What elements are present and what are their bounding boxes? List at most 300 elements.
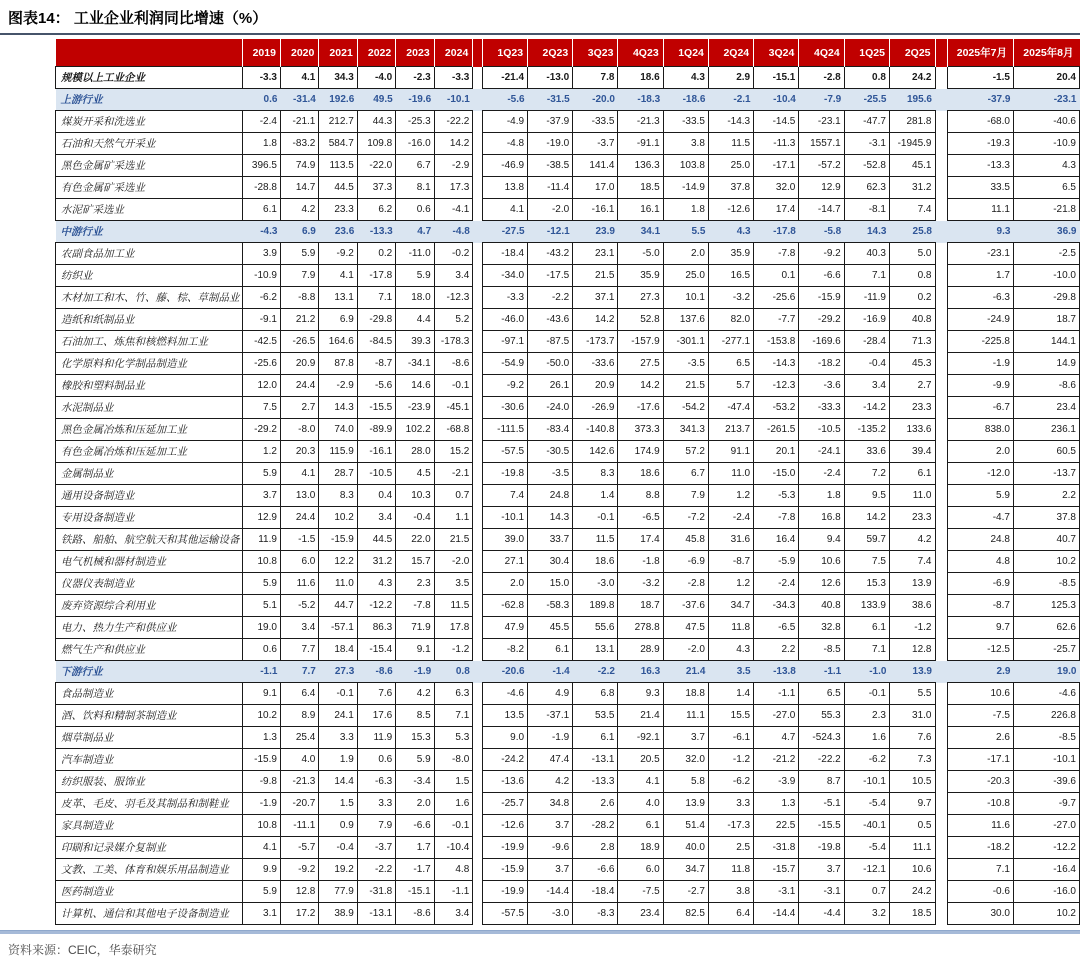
profit-table <box>55 39 1080 925</box>
value-cell: 28.9 <box>618 639 663 661</box>
value-cell: -12.6 <box>482 815 527 837</box>
value-cell: -33.5 <box>573 111 618 133</box>
value-cell: 3.7 <box>528 859 573 881</box>
table-row <box>56 89 1080 111</box>
row-label: 电气机械和器材制造业 <box>56 551 243 573</box>
value-cell: -1.1 <box>754 683 799 705</box>
value-cell: 3.4 <box>357 507 395 529</box>
value-cell: -2.8 <box>663 573 708 595</box>
value-cell: 5.5 <box>889 683 935 705</box>
value-cell: -12.5 <box>947 639 1013 661</box>
value-cell: 4.0 <box>618 793 663 815</box>
value-cell: -7.8 <box>396 595 434 617</box>
value-cell: 10.2 <box>319 507 357 529</box>
value-cell: -14.5 <box>754 111 799 133</box>
value-cell: -8.6 <box>1013 375 1079 397</box>
header-gap <box>935 39 947 67</box>
gap-cell <box>473 837 483 859</box>
gap-cell <box>935 705 947 727</box>
value-cell: 7.4 <box>889 551 935 573</box>
value-cell: -157.9 <box>618 331 663 353</box>
value-cell: -20.6 <box>482 661 527 683</box>
value-cell: 5.2 <box>434 309 473 331</box>
value-cell: 137.6 <box>663 309 708 331</box>
value-cell: 28.0 <box>396 441 434 463</box>
value-cell: -111.5 <box>482 419 527 441</box>
value-cell: -5.4 <box>844 837 889 859</box>
value-cell: 40.0 <box>663 837 708 859</box>
value-cell: 10.3 <box>396 485 434 507</box>
gap-cell <box>473 375 483 397</box>
value-cell: -10.5 <box>799 419 844 441</box>
gap-cell <box>473 639 483 661</box>
table-row <box>56 463 1080 485</box>
value-cell: -13.1 <box>573 749 618 771</box>
value-cell: 584.7 <box>319 133 357 155</box>
value-cell: -6.3 <box>357 771 395 793</box>
value-cell: -2.8 <box>799 67 844 89</box>
value-cell: 3.4 <box>844 375 889 397</box>
gap-cell <box>935 89 947 111</box>
value-cell: -3.7 <box>357 837 395 859</box>
value-cell: -4.8 <box>434 221 473 243</box>
gap-cell <box>935 617 947 639</box>
value-cell: 7.4 <box>889 199 935 221</box>
value-cell: -10.8 <box>947 793 1013 815</box>
table-row <box>56 859 1080 881</box>
column-header: 2020 <box>280 39 318 67</box>
value-cell: -3.9 <box>754 771 799 793</box>
value-cell: 30.4 <box>528 551 573 573</box>
value-cell: 11.5 <box>708 133 753 155</box>
value-cell: 31.2 <box>357 551 395 573</box>
column-header: 3Q23 <box>573 39 618 67</box>
value-cell: 24.8 <box>528 485 573 507</box>
column-header: 1Q23 <box>482 39 527 67</box>
value-cell: -2.3 <box>396 67 434 89</box>
value-cell: 44.5 <box>357 529 395 551</box>
value-cell: 40.8 <box>889 309 935 331</box>
value-cell: 49.5 <box>357 89 395 111</box>
value-cell: -16.9 <box>844 309 889 331</box>
gap-cell <box>473 419 483 441</box>
value-cell: -5.7 <box>280 837 318 859</box>
value-cell: 16.8 <box>799 507 844 529</box>
value-cell: 47.9 <box>482 617 527 639</box>
value-cell: -3.3 <box>434 67 473 89</box>
value-cell: -13.6 <box>482 771 527 793</box>
value-cell: 44.3 <box>357 111 395 133</box>
value-cell: 23.6 <box>319 221 357 243</box>
value-cell: 13.9 <box>889 661 935 683</box>
table-row <box>56 529 1080 551</box>
value-cell: -261.5 <box>754 419 799 441</box>
row-label: 木材加工和木、竹、藤、棕、草制品业 <box>56 287 243 309</box>
value-cell: -5.3 <box>754 485 799 507</box>
value-cell: -16.1 <box>573 199 618 221</box>
column-header: 2025年8月 <box>1013 39 1079 67</box>
gap-cell <box>935 441 947 463</box>
value-cell: -9.9 <box>947 375 1013 397</box>
value-cell: 1.3 <box>242 727 280 749</box>
value-cell: 12.9 <box>799 177 844 199</box>
table-row <box>56 419 1080 441</box>
value-cell: -140.8 <box>573 419 618 441</box>
row-label: 化学原料和化学制品制造业 <box>56 353 243 375</box>
value-cell: -28.4 <box>844 331 889 353</box>
value-cell: 3.3 <box>319 727 357 749</box>
value-cell: -8.5 <box>1013 573 1079 595</box>
gap-cell <box>473 111 483 133</box>
value-cell: 91.1 <box>708 441 753 463</box>
value-cell: -5.2 <box>280 595 318 617</box>
value-cell: 11.1 <box>663 705 708 727</box>
value-cell: -4.6 <box>1013 683 1079 705</box>
value-cell: 11.9 <box>242 529 280 551</box>
gap-cell <box>935 595 947 617</box>
row-label: 文教、工美、体育和娱乐用品制造业 <box>56 859 243 881</box>
header-label-cell <box>56 39 243 67</box>
value-cell: -1.4 <box>528 661 573 683</box>
row-label: 黑色金属冶炼和压延加工业 <box>56 419 243 441</box>
value-cell: 5.3 <box>434 727 473 749</box>
value-cell: -8.8 <box>280 287 318 309</box>
value-cell: -13.0 <box>528 67 573 89</box>
value-cell: 6.1 <box>844 617 889 639</box>
value-cell: 11.0 <box>319 573 357 595</box>
row-label: 酒、饮料和精制茶制造业 <box>56 705 243 727</box>
value-cell: 1.8 <box>799 485 844 507</box>
value-cell: 8.3 <box>319 485 357 507</box>
value-cell: -37.9 <box>947 89 1013 111</box>
value-cell: 27.3 <box>319 661 357 683</box>
value-cell: -0.1 <box>319 683 357 705</box>
value-cell: -17.3 <box>708 815 753 837</box>
value-cell: -7.2 <box>663 507 708 529</box>
value-cell: -23.1 <box>947 243 1013 265</box>
value-cell: -37.9 <box>528 111 573 133</box>
table-row <box>56 639 1080 661</box>
row-label: 印刷和记录媒介复制业 <box>56 837 243 859</box>
gap-cell <box>935 199 947 221</box>
value-cell: 0.6 <box>357 749 395 771</box>
value-cell: 14.2 <box>434 133 473 155</box>
value-cell: 9.7 <box>947 617 1013 639</box>
value-cell: -28.8 <box>242 177 280 199</box>
value-cell: 35.9 <box>618 265 663 287</box>
value-cell: 71.9 <box>396 617 434 639</box>
value-cell: 5.9 <box>280 243 318 265</box>
value-cell: 4.8 <box>434 859 473 881</box>
value-cell: -6.6 <box>573 859 618 881</box>
table-row <box>56 881 1080 903</box>
value-cell: 0.2 <box>357 243 395 265</box>
column-header: 2Q23 <box>528 39 573 67</box>
value-cell: 136.3 <box>618 155 663 177</box>
value-cell: -92.1 <box>618 727 663 749</box>
table-row <box>56 221 1080 243</box>
value-cell: -30.5 <box>528 441 573 463</box>
value-cell: 115.9 <box>319 441 357 463</box>
value-cell: -10.0 <box>1013 265 1079 287</box>
value-cell: 0.8 <box>434 661 473 683</box>
value-cell: 86.3 <box>357 617 395 639</box>
value-cell: -23.1 <box>1013 89 1079 111</box>
value-cell: -9.8 <box>242 771 280 793</box>
value-cell: -20.7 <box>280 793 318 815</box>
value-cell: -3.0 <box>573 573 618 595</box>
value-cell: -91.1 <box>618 133 663 155</box>
value-cell: -17.8 <box>754 221 799 243</box>
gap-cell <box>935 309 947 331</box>
value-cell: 47.5 <box>663 617 708 639</box>
gap-cell <box>935 485 947 507</box>
row-label: 石油加工、炼焦和核燃料加工业 <box>56 331 243 353</box>
value-cell: -21.3 <box>618 111 663 133</box>
gap-cell <box>935 221 947 243</box>
value-cell: -62.8 <box>482 595 527 617</box>
value-cell: 3.8 <box>663 133 708 155</box>
value-cell: 278.8 <box>618 617 663 639</box>
value-cell: 141.4 <box>573 155 618 177</box>
value-cell: 14.2 <box>844 507 889 529</box>
value-cell: -47.7 <box>844 111 889 133</box>
value-cell: 9.9 <box>242 859 280 881</box>
value-cell: -6.1 <box>708 727 753 749</box>
value-cell: -52.8 <box>844 155 889 177</box>
value-cell: -2.4 <box>242 111 280 133</box>
value-cell: -19.0 <box>528 133 573 155</box>
value-cell: -1.2 <box>889 617 935 639</box>
value-cell: -3.3 <box>482 287 527 309</box>
column-header: 1Q24 <box>663 39 708 67</box>
value-cell: -24.2 <box>482 749 527 771</box>
value-cell: 4.9 <box>528 683 573 705</box>
table-row <box>56 199 1080 221</box>
value-cell: 31.0 <box>889 705 935 727</box>
value-cell: 2.2 <box>1013 485 1079 507</box>
value-cell: -11.0 <box>396 243 434 265</box>
value-cell: 14.3 <box>528 507 573 529</box>
value-cell: -57.2 <box>799 155 844 177</box>
gap-cell <box>473 903 483 925</box>
value-cell: -2.4 <box>754 573 799 595</box>
value-cell: -6.6 <box>396 815 434 837</box>
row-label: 农副食品加工业 <box>56 243 243 265</box>
value-cell: -6.2 <box>844 749 889 771</box>
gap-cell <box>935 529 947 551</box>
value-cell: 396.5 <box>242 155 280 177</box>
row-label: 燃气生产和供应业 <box>56 639 243 661</box>
value-cell: 40.7 <box>1013 529 1079 551</box>
value-cell: -21.1 <box>280 111 318 133</box>
value-cell: 17.4 <box>618 529 663 551</box>
value-cell: -10.1 <box>434 89 473 111</box>
value-cell: 17.4 <box>754 199 799 221</box>
value-cell: -3.1 <box>844 133 889 155</box>
value-cell: -169.6 <box>799 331 844 353</box>
column-header: 1Q25 <box>844 39 889 67</box>
value-cell: -87.5 <box>528 331 573 353</box>
table-row <box>56 353 1080 375</box>
value-cell: -37.1 <box>528 705 573 727</box>
value-cell: 55.6 <box>573 617 618 639</box>
gap-cell <box>473 199 483 221</box>
value-cell: 5.8 <box>663 771 708 793</box>
value-cell: 6.8 <box>573 683 618 705</box>
value-cell: -1.8 <box>618 551 663 573</box>
value-cell: -9.2 <box>799 243 844 265</box>
value-cell: -54.2 <box>663 397 708 419</box>
value-cell: 14.3 <box>319 397 357 419</box>
value-cell: -9.2 <box>319 243 357 265</box>
value-cell: 4.7 <box>396 221 434 243</box>
value-cell: 1.5 <box>434 771 473 793</box>
value-cell: 2.8 <box>573 837 618 859</box>
value-cell: 25.0 <box>708 155 753 177</box>
value-cell: 57.2 <box>663 441 708 463</box>
value-cell: 14.6 <box>396 375 434 397</box>
value-cell: -42.5 <box>242 331 280 353</box>
value-cell: 40.8 <box>799 595 844 617</box>
value-cell: 1.8 <box>242 133 280 155</box>
row-label: 皮革、毛皮、羽毛及其制品和制鞋业 <box>56 793 243 815</box>
value-cell: -1.2 <box>434 639 473 661</box>
value-cell: -5.0 <box>618 243 663 265</box>
table-row <box>56 617 1080 639</box>
value-cell: 35.9 <box>708 243 753 265</box>
value-cell: 4.3 <box>1013 155 1079 177</box>
value-cell: 1.6 <box>434 793 473 815</box>
value-cell: 0.7 <box>844 881 889 903</box>
value-cell: -18.4 <box>482 243 527 265</box>
gap-cell <box>935 661 947 683</box>
value-cell: 2.6 <box>573 793 618 815</box>
gap-cell <box>473 705 483 727</box>
value-cell: -68.0 <box>947 111 1013 133</box>
value-cell: 34.1 <box>618 221 663 243</box>
value-cell: 13.1 <box>319 287 357 309</box>
value-cell: -27.5 <box>482 221 527 243</box>
value-cell: 7.9 <box>663 485 708 507</box>
value-cell: 13.5 <box>482 705 527 727</box>
table-row <box>56 177 1080 199</box>
value-cell: 18.6 <box>618 67 663 89</box>
gap-cell <box>935 507 947 529</box>
value-cell: 22.0 <box>396 529 434 551</box>
table-row <box>56 837 1080 859</box>
gap-cell <box>473 309 483 331</box>
gap-cell <box>473 727 483 749</box>
value-cell: 11.6 <box>280 573 318 595</box>
table-row <box>56 573 1080 595</box>
value-cell: -17.8 <box>357 265 395 287</box>
value-cell: -9.7 <box>1013 793 1079 815</box>
value-cell: 11.0 <box>708 463 753 485</box>
value-cell: 18.8 <box>663 683 708 705</box>
value-cell: -1.0 <box>844 661 889 683</box>
value-cell: -8.0 <box>434 749 473 771</box>
value-cell: 1.4 <box>573 485 618 507</box>
value-cell: -3.3 <box>242 67 280 89</box>
value-cell: 12.8 <box>889 639 935 661</box>
gap-cell <box>473 573 483 595</box>
value-cell: -173.7 <box>573 331 618 353</box>
value-cell: 10.6 <box>947 683 1013 705</box>
value-cell: 4.3 <box>663 67 708 89</box>
row-label: 专用设备制造业 <box>56 507 243 529</box>
value-cell: -31.8 <box>357 881 395 903</box>
value-cell: 2.5 <box>708 837 753 859</box>
value-cell: 32.0 <box>663 749 708 771</box>
value-cell: 4.1 <box>242 837 280 859</box>
value-cell: 20.9 <box>573 375 618 397</box>
value-cell: 4.1 <box>482 199 527 221</box>
value-cell: 38.6 <box>889 595 935 617</box>
value-cell: 15.7 <box>396 551 434 573</box>
value-cell: 17.2 <box>280 903 318 925</box>
value-cell: 24.8 <box>947 529 1013 551</box>
value-cell: -3.0 <box>528 903 573 925</box>
value-cell: -6.5 <box>618 507 663 529</box>
value-cell: 82.0 <box>708 309 753 331</box>
value-cell: -11.1 <box>280 815 318 837</box>
value-cell: -8.7 <box>708 551 753 573</box>
value-cell: -6.9 <box>663 551 708 573</box>
value-cell: -4.7 <box>947 507 1013 529</box>
gap-cell <box>935 903 947 925</box>
value-cell: 4.7 <box>754 727 799 749</box>
value-cell: -8.6 <box>396 903 434 925</box>
value-cell: 3.2 <box>844 903 889 925</box>
value-cell: 8.5 <box>396 705 434 727</box>
value-cell: 0.8 <box>889 265 935 287</box>
column-header: 4Q24 <box>799 39 844 67</box>
value-cell: -8.6 <box>357 661 395 683</box>
value-cell: -5.9 <box>754 551 799 573</box>
value-cell: 0.6 <box>242 639 280 661</box>
value-cell: -14.3 <box>754 353 799 375</box>
gap-cell <box>473 177 483 199</box>
gap-cell <box>935 837 947 859</box>
gap-cell <box>935 771 947 793</box>
value-cell: 4.8 <box>947 551 1013 573</box>
value-cell: 13.9 <box>663 793 708 815</box>
value-cell: 3.5 <box>708 661 753 683</box>
value-cell: 16.4 <box>754 529 799 551</box>
value-cell: -17.5 <box>528 265 573 287</box>
value-cell: -13.3 <box>947 155 1013 177</box>
row-label: 纺织服装、服饰业 <box>56 771 243 793</box>
value-cell: 4.2 <box>889 529 935 551</box>
value-cell: -31.4 <box>280 89 318 111</box>
value-cell: -3.2 <box>618 573 663 595</box>
value-cell: 18.9 <box>618 837 663 859</box>
value-cell: -0.1 <box>573 507 618 529</box>
gap-cell <box>935 67 947 89</box>
value-cell: 14.2 <box>573 309 618 331</box>
row-label: 纺织业 <box>56 265 243 287</box>
value-cell: -12.3 <box>434 287 473 309</box>
value-cell: -18.2 <box>947 837 1013 859</box>
gap-cell <box>473 683 483 705</box>
value-cell: 14.3 <box>844 221 889 243</box>
table-row <box>56 683 1080 705</box>
value-cell: 3.4 <box>434 903 473 925</box>
value-cell: 51.4 <box>663 815 708 837</box>
value-cell: 4.5 <box>396 463 434 485</box>
value-cell: -29.8 <box>1013 287 1079 309</box>
